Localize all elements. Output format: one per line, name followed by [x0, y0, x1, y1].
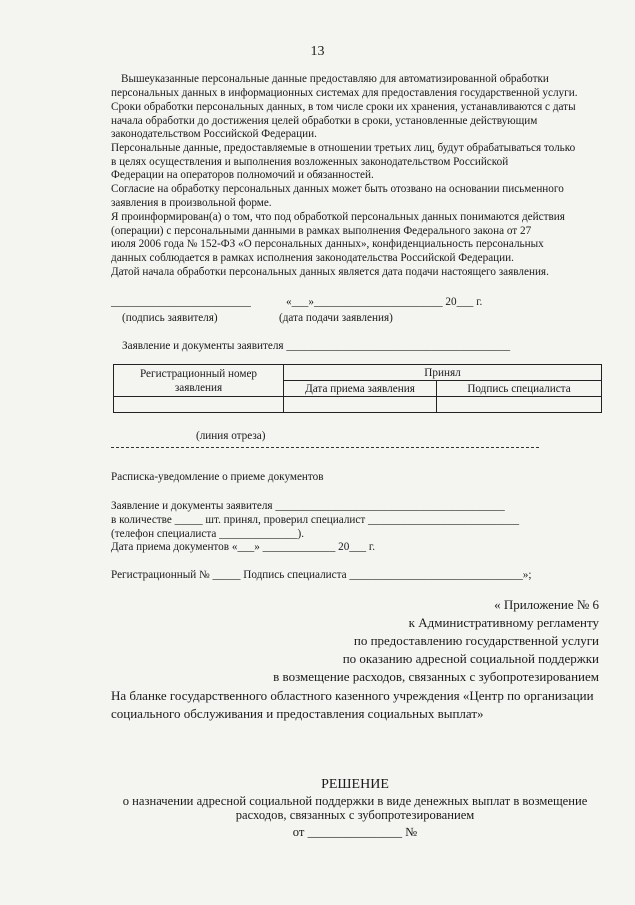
decision-line2: расходов, связанных с зубопротезированием [235, 808, 475, 822]
text-line: Я проинформирован(а) о том, что под обработкой персональных данных понимаются действия [111, 211, 565, 223]
consent-paragraph-4 [111, 183, 601, 210]
appendix-line: по предоставлению государственной услуги [353, 633, 599, 648]
consent-paragraph-3 [111, 142, 601, 183]
signature-caption: (подпись заявителя) [122, 312, 218, 324]
reg-number-cell [114, 397, 284, 413]
appendix-line: в возмещение расходов, связанных с зубопротезированием [273, 669, 599, 684]
cut-line [111, 447, 539, 448]
date-column-header: Дата приема заявления [284, 381, 437, 397]
text-line: Сроки обработки персональных данных, в том числе сроки их хранения, устанавливаются с даты [111, 101, 576, 113]
text-line: июля 2006 года № 152-ФЗ «О персональных данных», конфиденциальность персональных [111, 238, 544, 251]
text-line: законодательством Российской Федерации. [111, 128, 317, 141]
date-caption: (дата подачи заявления) [279, 312, 393, 324]
reg-number-header [114, 365, 284, 397]
text-line: персональных данных в информационных системах для предоставления государственной услуги. [111, 86, 578, 99]
text-line: данных соблюдается в рамках исполнения законодательства Российской Федерации. [111, 251, 514, 264]
consent-paragraph-6 [111, 266, 601, 280]
receipt-line-phone: (телефон специалиста ______________). [111, 528, 305, 540]
text-line: (операции) с персональными данными в рамках выполнения Федерального закона от 27 [111, 224, 532, 237]
receipt-line-quantity: в количестве _____ шт. принял, проверил специалист ___________________________ [111, 514, 520, 526]
appendix-title: « Приложение № 6 [494, 597, 599, 612]
receipt-line-registration: Регистрационный № _____ Подпись специалиста _______________________________»; [111, 569, 532, 581]
decision-title: РЕШЕНИЕ [321, 777, 389, 792]
text-line: Датой начала обработки персональных данных является дата подачи настоящего заявления. [111, 266, 549, 278]
consent-paragraph-5 [111, 211, 601, 265]
text-line: заявления в произвольной форме. [111, 196, 272, 209]
text-line: Согласие на обработку персональных данных может быть отозвано на основании письменного [111, 183, 564, 195]
decision-line3: от _______________ № [292, 825, 418, 839]
text-line: Федерации на операторов полномочий и обязанностей. [111, 169, 374, 182]
blank-note-line1: На бланке государственного областного казенного учреждения «Центр по организации [111, 688, 594, 703]
decision-line1: о назначении адресной социальной поддержки в виде денежных выплат в возмещение [122, 794, 588, 808]
text-line: начала обработки до достижения целей обработки в сроки, установленные действующим [111, 114, 538, 127]
sign-cell [437, 397, 602, 413]
signature-line: _________________________ [111, 296, 251, 308]
receipt-title: Расписка-уведомление о приеме документов [111, 471, 324, 483]
applicant-documents-line: Заявление и документы заявителя ________________________________________ [122, 340, 511, 352]
blank-note-line2: социального обслуживания и предоставления социальных выплат» [111, 706, 484, 721]
consent-paragraph-1 [111, 73, 601, 100]
page-number: 13 [310, 44, 325, 59]
consent-paragraph-2 [111, 101, 601, 142]
receipt-line-documents: Заявление и документы заявителя _________________________________________ [111, 500, 505, 512]
accepted-header: Принял [284, 365, 602, 381]
appendix-line: к Административному регламенту [408, 615, 599, 630]
reg-header-line2: заявления [174, 381, 223, 394]
sign-column-header: Подпись специалиста [437, 381, 602, 397]
cut-line-label: (линия отреза) [196, 430, 266, 442]
text-line: в целях осуществления и выполнения возложенных законодательством Российской [111, 155, 509, 168]
receipt-line-date: Дата приема документов «___» _____________ 20___ г. [111, 541, 376, 553]
text-line: Персональные данные, предоставляемые в отношении третьих лиц, будут обрабатываться только [111, 142, 576, 154]
appendix-line: по оказанию адресной социальной поддержки [342, 651, 599, 666]
reg-header-line1: Регистрационный номер [139, 367, 257, 380]
text-line: Вышеуказанные персональные данные предоставляю для автоматизированной обработки [121, 73, 549, 85]
date-line: «___»_______________________ 20___ г. [286, 296, 483, 308]
registration-table [113, 364, 602, 413]
date-cell [284, 397, 437, 413]
